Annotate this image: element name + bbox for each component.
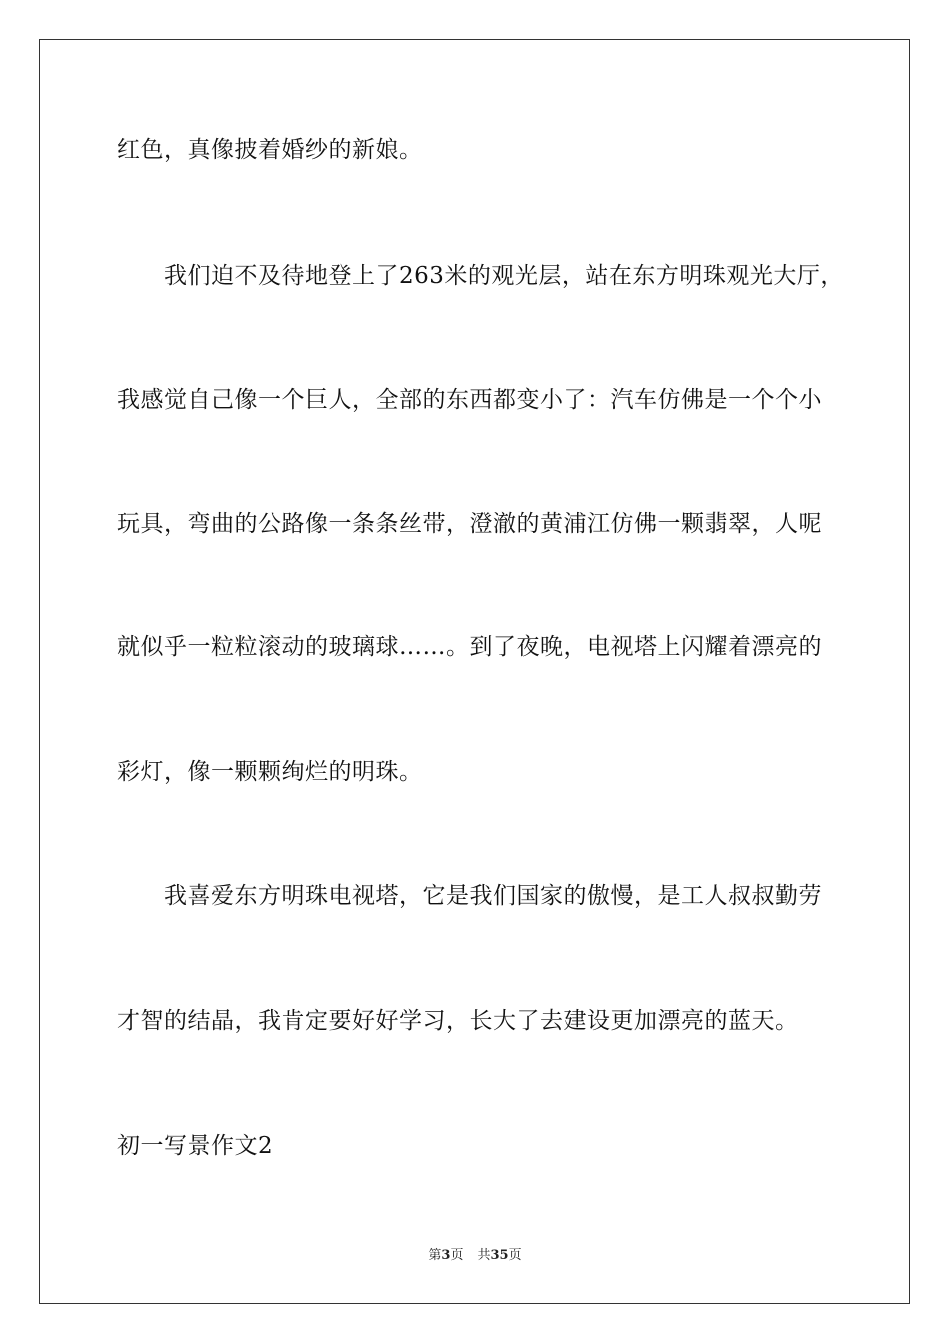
total-suffix: 页	[508, 1248, 522, 1263]
text-line: 我喜爱东方明珠电视塔，它是我们国家的傲慢，是工人叔叔勤劳	[164, 883, 822, 909]
total-pages: 35	[490, 1248, 509, 1263]
page-number: 3	[441, 1248, 451, 1263]
total-prefix: 共	[477, 1248, 491, 1263]
page-suffix: 页	[450, 1248, 464, 1263]
page-footer	[0, 1247, 950, 1265]
text-line: 红色，真像披着婚纱的新娘。	[117, 137, 423, 163]
text-line: 彩灯，像一颗颗绚烂的明珠。	[117, 759, 423, 785]
text-line: 才智的结晶，我肯定要好好学习，长大了去建设更加漂亮的蓝天。	[117, 1008, 799, 1034]
text-line: 我们迫不及待地登上了263米的观光层，站在东方明珠观光大厅，	[164, 263, 844, 289]
page-frame	[39, 39, 910, 1304]
text-line: 我感觉自己像一个巨人，全部的东西都变小了：汽车仿佛是一个个小	[117, 387, 822, 413]
section-heading: 初一写景作文2	[117, 1133, 274, 1159]
page-prefix: 第	[428, 1248, 442, 1263]
text-line: 玩具，弯曲的公路像一条条丝带，澄澈的黄浦江仿佛一颗翡翠，人呢	[117, 511, 822, 537]
text-line: 就似乎一粒粒滚动的玻璃球……。到了夜晚，电视塔上闪耀着漂亮的	[117, 634, 822, 660]
